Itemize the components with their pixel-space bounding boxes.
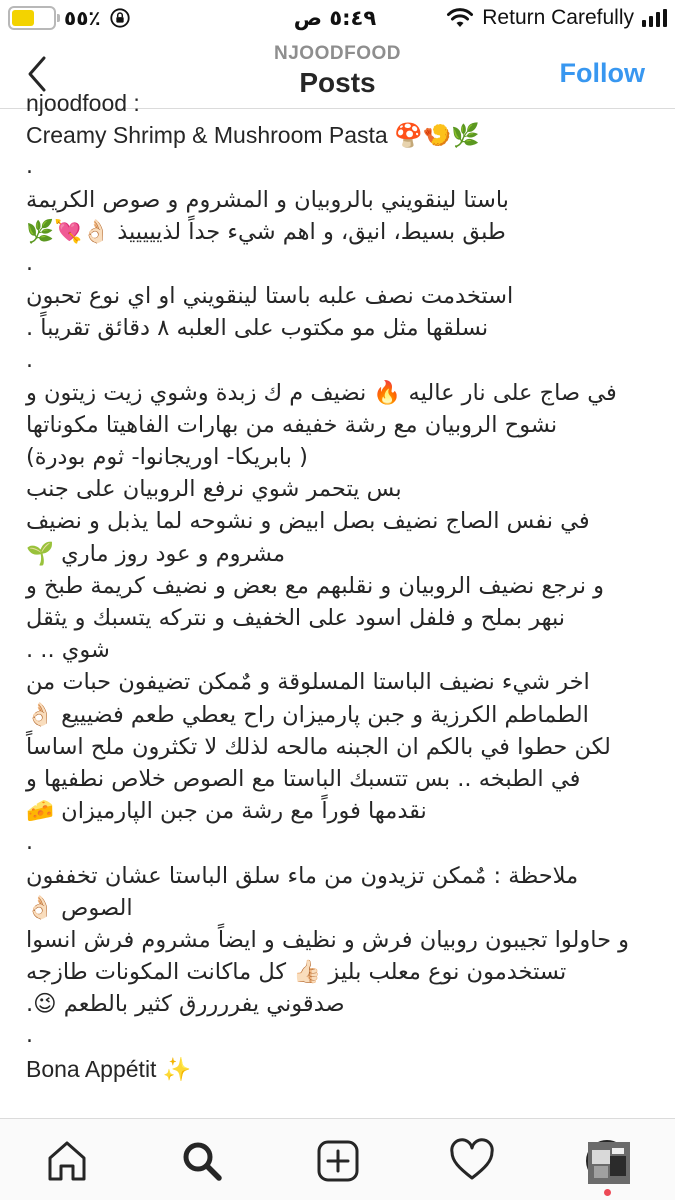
caption-line: طبق بسيط، انيق، و اهم شيء جداً لذيييييذ 👌🏻💘🌿	[26, 218, 506, 245]
caption-line: نبهر بملح و فلفل اسود على الخفيف و نتركه يتسبك و يثقل	[26, 605, 566, 631]
caption-line: شوي .. .	[26, 637, 110, 664]
caption-line: استخدمت نصف علبه باستا لينقويني او اي نوع تحبون	[26, 283, 514, 310]
caption-line: في نفس الصاج نضيف بصل ابيض و نشوحه لما يذبل و نضيف	[26, 508, 590, 535]
signal-icon	[642, 9, 667, 27]
bottom-nav	[0, 1119, 675, 1200]
caption-line: نقدمها فوراً مع رشة من جبن الپارميزان 🧀	[26, 798, 427, 825]
caption-line: و نرجع نضيف الروبيان و نقلبهم مع بعض و نضيف كريمة طبخ و	[26, 572, 604, 599]
battery-icon	[8, 6, 56, 30]
caption-line: .	[26, 347, 33, 373]
notification-dot	[604, 1189, 611, 1196]
profile-avatar	[586, 1140, 628, 1182]
battery-percent: ٪٥٥	[64, 6, 101, 30]
status-left	[8, 6, 131, 30]
caption-line: .	[26, 250, 33, 276]
caption-line: ملاحظة : مٌمكن تزيدون من ماء سلق الباستا عشان تخففون	[26, 862, 579, 889]
caption-line: اخر شيء نضيف الباستا المسلوقة و مٌمكن تضيفون حبات من	[26, 669, 590, 696]
caption-line: Bona Appétit ✨	[26, 1055, 192, 1082]
wifi-icon	[446, 7, 474, 29]
carrier-name: Return Carefully	[482, 6, 634, 29]
header-username: NJOODFOOD	[274, 43, 401, 64]
caption-line: الصوص 👌🏻	[26, 894, 133, 921]
new-post-icon	[315, 1138, 361, 1184]
caption-line: صدقوني يفررررق كثير بالطعم 😉.	[26, 991, 345, 1018]
caption-line: .	[26, 1023, 33, 1049]
nav-profile[interactable]	[583, 1137, 631, 1185]
nav-home[interactable]	[43, 1137, 91, 1185]
caption-line: njoodfood :	[26, 90, 140, 116]
orientation-lock-icon	[109, 7, 131, 29]
caption-line: ( بابريكا- اوريجانوا- ثوم بودرة)	[26, 444, 308, 471]
caption-line: مشروم و عود روز ماري 🌱	[26, 540, 286, 567]
caption-line: في الطبخه .. بس تتسبك الباستا مع الصوص خلاص نطفيها و	[26, 765, 581, 792]
caption-line: باستا لينقويني بالروبيان و المشروم و صوص الكريمة	[26, 186, 509, 213]
post-caption	[0, 90, 675, 1118]
nav-new-post[interactable]	[314, 1137, 362, 1185]
caption-line: الطماطم الكرزية و جبن پارميزان راح يعطي طعم فضيييع 👌🏻	[26, 701, 589, 728]
status-time: ٥:٤٩ ص	[293, 6, 377, 30]
caption-line: نسلقها مثل مو مكتوب على العلبه ٨ دقائق تقريباً .	[26, 315, 489, 342]
status-bar	[0, 0, 675, 40]
caption-line: في صاج على نار عاليه 🔥 نضيف م ك زبدة وشوي زيت زيتون و	[26, 379, 617, 406]
nav-search[interactable]	[178, 1137, 226, 1185]
search-icon	[179, 1138, 225, 1184]
caption-line: Creamy Shrimp & Mushroom Pasta 🍄🍤🌿	[26, 122, 481, 149]
nav-activity[interactable]	[448, 1137, 496, 1185]
avatar-image	[588, 1142, 630, 1184]
page-title: Posts	[299, 67, 376, 98]
activity-heart-icon	[449, 1138, 495, 1184]
status-right	[446, 6, 667, 30]
follow-button[interactable]: Follow	[559, 58, 645, 88]
caption-line: تستخدمون نوع معلب بليز 👍🏻 كل ماكانت المكونات طازجه	[26, 959, 567, 986]
caption-line: لكن حطوا في بالكم ان الجبنه مالحه لذلك لا تكثرون ملح اساساً	[26, 733, 611, 760]
battery-level	[12, 10, 34, 26]
caption-line: و حاولوا تجيبون روبيان فرش و نظيف و ايضاً مشروم فرش انسوا	[26, 926, 630, 953]
caption-text	[26, 87, 647, 1085]
caption-line: بس يتحمر شوي نرفع الروبيان على جنب	[26, 476, 402, 503]
caption-line: .	[26, 154, 33, 180]
caption-line: نشوح الروبيان مع رشة خفيفه من بهارات الفاهيتا مكوناتها	[26, 411, 558, 438]
home-icon	[44, 1138, 90, 1184]
caption-line: .	[26, 830, 33, 856]
